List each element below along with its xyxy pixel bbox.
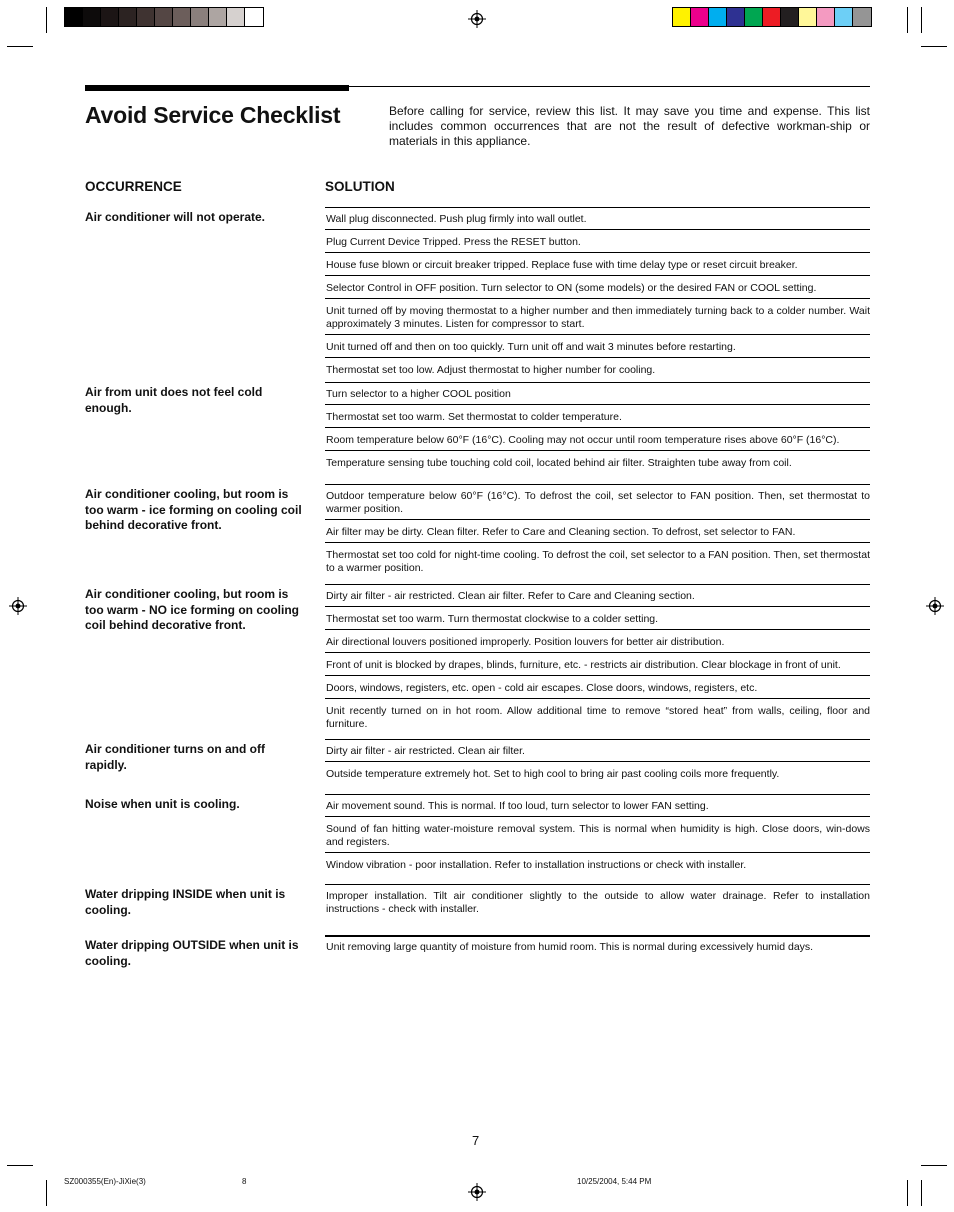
solution-item: Air movement sound. This is normal. If too loud, turn selector to lower FAN setting. — [325, 794, 870, 817]
occurrence-label: Air from unit does not feel cold enough. — [85, 385, 263, 415]
solution-list — [325, 382, 870, 473]
footer-page: 8 — [242, 1177, 247, 1186]
page-number: 7 — [472, 1133, 480, 1148]
color-swatch — [65, 8, 83, 26]
color-swatch — [227, 8, 245, 26]
footer-timestamp: 10/25/2004, 5:44 PM — [577, 1177, 652, 1186]
occurrence-label: Noise when unit is cooling. — [85, 797, 240, 811]
solution-item: Thermostat set too warm. Turn thermostat clockwise to a colder setting. — [325, 607, 870, 630]
solution-item: Outdoor temperature below 60°F (16°C). To defrost the coil, set selector to FAN position. Then, set thermostat to warmer position. — [325, 484, 870, 520]
color-swatch — [691, 8, 709, 26]
occurrence-column-header: OCCURRENCE — [85, 179, 182, 194]
color-swatch — [83, 8, 101, 26]
solution-item: Turn selector to a higher COOL position — [325, 382, 870, 405]
occurrence-label: Water dripping INSIDE when unit is cooling. — [85, 887, 286, 917]
solution-item: Sound of fan hitting water-moisture removal system. This is normal when humidity is high. Close doors, win-dows and registers. — [325, 817, 870, 853]
color-swatch — [709, 8, 727, 26]
solution-list — [325, 884, 870, 919]
solution-list — [325, 794, 870, 875]
color-swatch — [745, 8, 763, 26]
occurrence-label: Air conditioner will not operate. — [85, 210, 266, 224]
solution-item: Wall plug disconnected. Push plug firmly into wall outlet. — [325, 207, 870, 230]
color-swatch — [209, 8, 227, 26]
solution-item: House fuse blown or circuit breaker tripped. Replace fuse with time delay type or reset circuit breaker. — [325, 253, 870, 276]
solution-item: Unit recently turned on in hot room. Allow additional time to remove “stored heat” from walls, ceiling, floor and furniture. — [326, 705, 870, 730]
registration-mark-icon — [9, 597, 27, 615]
color-swatch — [173, 8, 191, 26]
color-swatch — [853, 8, 871, 26]
solution-item: Window vibration - poor installation. Refer to installation instructions or check with installer. — [326, 859, 747, 871]
registration-mark-icon — [468, 10, 486, 28]
solution-list — [325, 584, 870, 734]
occurrence-label: Water dripping OUTSIDE when unit is cooling. — [85, 938, 299, 968]
color-swatch — [763, 8, 781, 26]
solution-item: Thermostat set too warm. Set thermostat to colder temperature. — [325, 405, 870, 428]
solution-item: Air filter may be dirty. Clean filter. Refer to Care and Cleaning section. To defrost, set selector to FAN. — [325, 520, 870, 543]
solution-list — [325, 935, 870, 957]
solution-item: Selector Control in OFF position. Turn selector to ON (some models) or the desired FAN or COOL setting. — [325, 276, 870, 299]
solution-item: Doors, windows, registers, etc. open - cold air escapes. Close doors, windows, registers, etc. — [325, 676, 870, 699]
solution-item: Plug Current Device Tripped. Press the RESET button. — [325, 230, 870, 253]
occurrence-label: Air conditioner turns on and off rapidly. — [85, 742, 265, 772]
color-swatch — [799, 8, 817, 26]
solution-item: Front of unit is blocked by drapes, blinds, furniture, etc. - restricts air distribution. Clear blockage in front of unit. — [325, 653, 870, 676]
solution-item: Unit turned off and then on too quickly. Turn unit off and wait 3 minutes before restarting. — [325, 335, 870, 358]
color-swatch — [245, 8, 263, 26]
solution-item: Unit removing large quantity of moisture from humid room. This is normal during excessively humid days. — [326, 941, 814, 953]
occurrence-label: Air conditioner cooling, but room is too warm - NO ice forming on cooling coil behind decorative front. — [85, 587, 300, 632]
color-swatch — [727, 8, 745, 26]
color-swatch — [673, 8, 691, 26]
solution-item: Thermostat set too low. Adjust thermostat to higher number for cooling. — [326, 364, 656, 376]
solution-item: Room temperature below 60°F (16°C). Cooling may not occur until room temperature rises above 60°F (16°C). — [325, 428, 870, 451]
color-swatch — [155, 8, 173, 26]
header-rule-thick — [85, 85, 349, 91]
solution-column-header: SOLUTION — [325, 179, 395, 194]
color-swatch — [119, 8, 137, 26]
solution-list — [325, 484, 870, 578]
occurrence-label: Air conditioner cooling, but room is too warm - ice forming on cooling coil behind decorative front. — [85, 487, 302, 532]
color-swatch — [137, 8, 155, 26]
color-swatch — [101, 8, 119, 26]
page-title: Avoid Service Checklist — [85, 102, 341, 128]
solution-list — [325, 207, 870, 380]
solution-item: Temperature sensing tube touching cold coil, located behind air filter. Straighten tube away from coil. — [326, 457, 792, 469]
solution-item: Thermostat set too cold for night-time cooling. To defrost the coil, set selector to a FAN position. Then, set thermostat to a warmer position. — [326, 549, 870, 574]
solution-item: Dirty air filter - air restricted. Clean air filter. — [325, 739, 870, 762]
gray-color-bar — [64, 7, 264, 27]
color-swatch — [191, 8, 209, 26]
footer-file-name: SZ000355(En)-JiXie(3) — [64, 1177, 146, 1186]
color-swatch — [781, 8, 799, 26]
color-swatch — [817, 8, 835, 26]
solution-item: Dirty air filter - air restricted. Clean air filter. Refer to Care and Cleaning section. — [325, 584, 870, 607]
process-color-bar — [672, 7, 872, 27]
registration-mark-icon — [926, 597, 944, 615]
solution-item: Unit turned off by moving thermostat to a higher number and then immediately turning back to a colder number. Wait approximately 3 minutes. Listen for compressor to start. — [325, 299, 870, 335]
intro-paragraph: Before calling for service, review this list. It may save you time and expense. This list includes common occurrences that are not the result of defective workman-ship or materials in this appliance. — [389, 104, 870, 148]
solution-item: Improper installation. Tilt air conditioner slightly to the outside to allow water drainage. Refer to installation instructions - check with installer. — [326, 890, 870, 915]
solution-list — [325, 739, 870, 784]
solution-item: Outside temperature extremely hot. Set to high cool to bring air past cooling coils more frequently. — [326, 768, 780, 780]
registration-mark-icon — [468, 1183, 486, 1201]
solution-item: Air directional louvers positioned improperly. Position louvers for better air distribution. — [325, 630, 870, 653]
color-swatch — [835, 8, 853, 26]
